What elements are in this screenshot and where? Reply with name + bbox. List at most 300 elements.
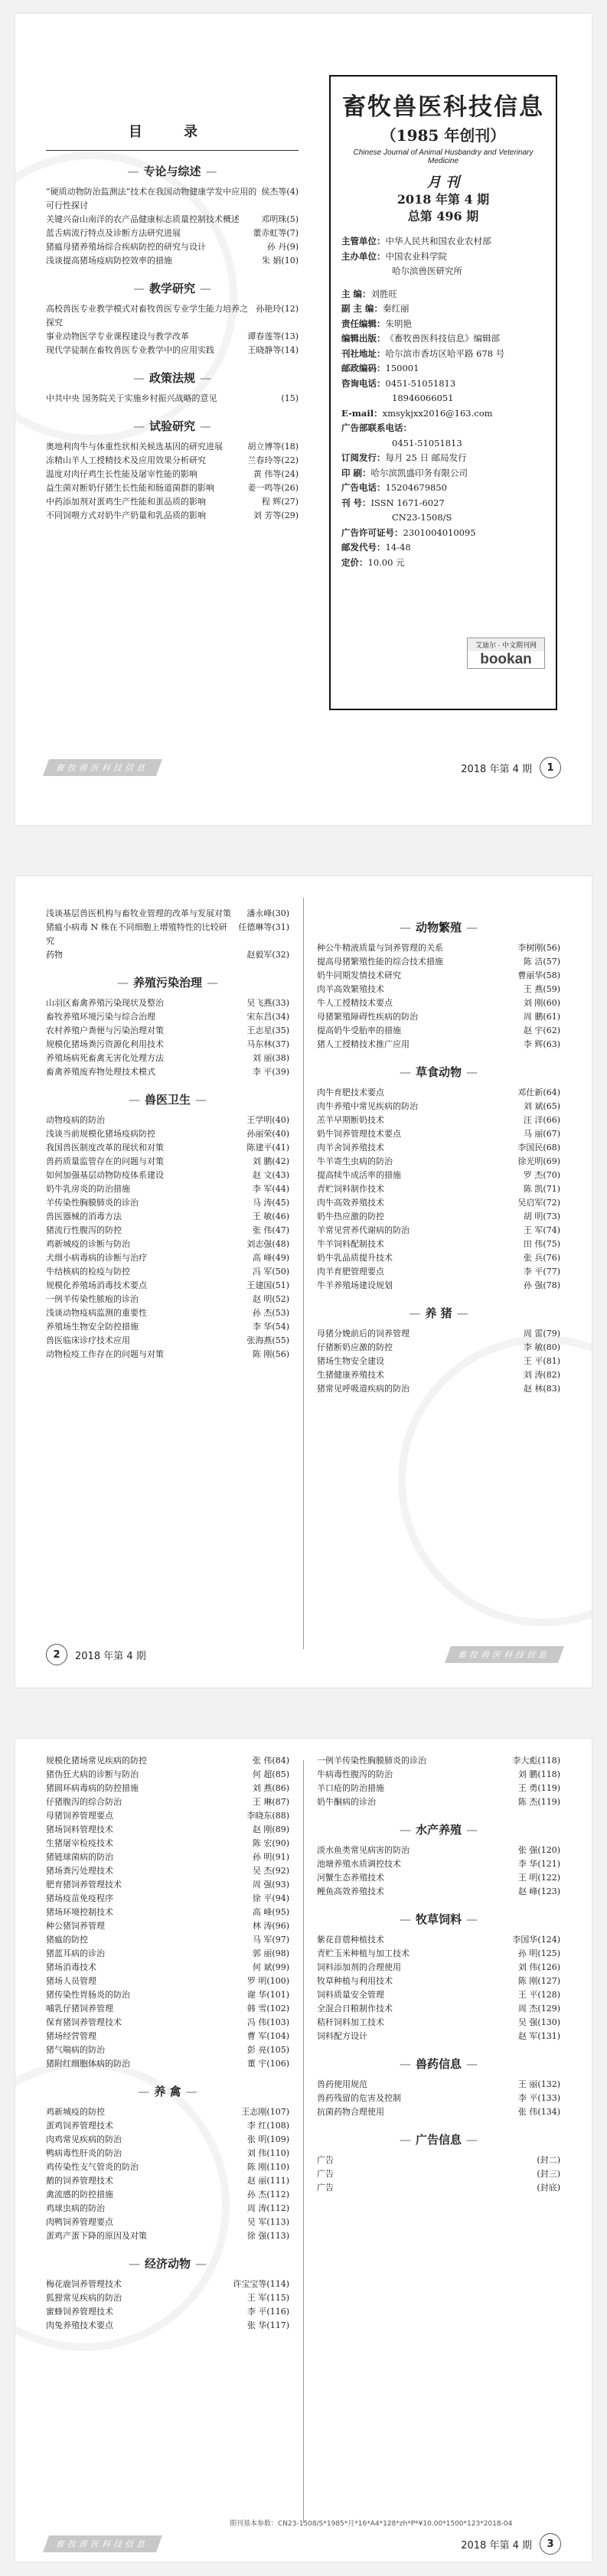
toc-entry-title: 山羽区畜禽养殖污染现状及整治: [46, 998, 164, 1008]
toc-entry-author-page: 王 平(128): [517, 1990, 560, 2000]
page-number: 3: [540, 2533, 561, 2555]
toc-entry-title: 规模化猪场常见疾病的防控: [46, 1756, 147, 1766]
toc-entry-author-page: 陈 刚(56): [252, 1349, 289, 1359]
toc-entry-title: 猪场环境控制技术: [46, 1907, 113, 1917]
toc-entry-title: 肉牛高效养殖技术: [317, 1198, 384, 1208]
info-label: 主办单位：: [341, 250, 386, 262]
page-footer-right: [15, 1643, 592, 1666]
toc-entry-author-page: 王建国(51): [246, 1280, 289, 1290]
founded-year: （1985 年创刊）: [380, 126, 506, 145]
toc-entry: [317, 1265, 560, 1279]
toc-entry-author-page: 胡 明(73): [523, 1211, 560, 1221]
total-issue: 总第 496 期: [407, 209, 479, 223]
toc-page-1: [15, 14, 592, 825]
toc-entry-title: 仔猪断奶应激的防控: [317, 1342, 393, 1352]
info-label: 刊社地址：: [341, 347, 386, 359]
toc-entry-title: 不同饲喂方式对奶牛产奶量和乳品质的影响: [46, 510, 206, 520]
toc-entry-author-page: 吴 杰(92): [252, 1866, 289, 1876]
toc-entry: [46, 2160, 289, 2174]
toc-entry-author-page: 周 强(93): [252, 1880, 289, 1890]
toc-entry-author-page: 刘 燕(86): [252, 1783, 289, 1793]
toc-entry: [46, 1224, 289, 1237]
toc-entry-author-page: 邓仕新(64): [517, 1087, 560, 1097]
info-row: [341, 391, 545, 406]
toc-entry-title: 兽医临床诊疗技术应用: [46, 1335, 130, 1345]
toc-entry: [46, 2174, 289, 2188]
toc-entry: [317, 1857, 560, 1871]
toc-entry-title: 猪场粪污处理技术: [46, 1866, 113, 1876]
toc-entry-title: 河蟹生态养殖技术: [317, 1873, 384, 1883]
info-value: CN23-1508/S: [392, 512, 452, 523]
toc-entry-title: 秸秆饲料加工技术: [317, 2017, 384, 2027]
toc-entry-author-page: 李 平(133): [517, 2093, 560, 2103]
toc-entry-title: 养殖场病死畜禽无害化处理方法: [46, 1053, 164, 1063]
toc-entry-title: 广告: [317, 2169, 334, 2179]
toc-entry: [46, 254, 299, 268]
toc-entry-title: 鸡新城疫的防控: [46, 2107, 105, 2117]
toc-entry-author-page: 韩 雪(102): [246, 2004, 289, 2014]
toc-entry-title: 肉兔养殖技术要点: [46, 2320, 113, 2330]
toc-entry: [317, 1768, 560, 1782]
toc-entry-title: 肉羊育肥管理要点: [317, 1267, 384, 1277]
toc-column: [46, 121, 299, 523]
toc-entry-title: 动物检疫工作存在的问题与对策: [46, 1349, 164, 1359]
toc-entry-title: 鸡新城疫的诊断与防治: [46, 1239, 130, 1249]
info-label: 广告电话：: [341, 482, 386, 493]
toc-entry-author-page: 孙 强(78): [523, 1280, 560, 1290]
toc-entry: [46, 240, 299, 254]
toc-entry-title: 种公猪饲养管理: [46, 1921, 105, 1931]
toc-entry: [46, 185, 299, 213]
info-value: [412, 421, 545, 436]
toc-entry: [317, 1988, 560, 2002]
column-divider: [303, 1760, 304, 2523]
column-divider: [303, 898, 304, 1649]
toc-entry: [46, 1038, 289, 1052]
toc-entry: [317, 996, 560, 1010]
toc-entry: [46, 1850, 289, 1864]
toc-entry-title: 药物: [46, 950, 63, 960]
toc-entry-title: 牛羊养殖场建设规划: [317, 1280, 393, 1290]
toc-entry: [46, 1141, 289, 1155]
toc-entry-title: 饲料质量安全管理: [317, 1990, 384, 2000]
toc-entry-author-page: 王 平(81): [523, 1356, 560, 1366]
toc-entry-title: 牛羊寄生虫病的防治: [317, 1156, 393, 1166]
toc-entry-title: 农村养殖户粪便与污染治理对策: [46, 1026, 164, 1035]
info-label: [341, 391, 392, 406]
info-row: [341, 526, 545, 541]
toc-entry-author-page: 孙丽荣(40): [246, 1129, 289, 1139]
toc-entry-author-page: 陈 洁(57): [523, 957, 560, 967]
toc-entry-author-page: 张 明(109): [246, 2134, 289, 2144]
toc-entry-author-page: 吴 军(113): [246, 2217, 289, 2227]
toc-entry-title: 抗菌药物合理使用: [317, 2107, 384, 2117]
toc-entry: [317, 1871, 560, 1885]
section-heading: — 兽药信息 —: [317, 2056, 560, 2072]
info-value: 2301004010095: [403, 527, 476, 538]
info-label: E-mail：: [341, 407, 383, 419]
toc-entry-title: 牛羊饲料配制技术: [317, 1239, 384, 1249]
toc-entry-author-page: 赵毅军(32): [246, 950, 289, 960]
toc-entry-author-page: 马 丽(67): [523, 1129, 560, 1139]
toc-entry-title: 温度对肉仔鸡生长性能及屠宰性能的影响: [46, 469, 197, 479]
toc-entry: [317, 1024, 560, 1038]
toc-entry-author-page: 张 兵(76): [523, 1253, 560, 1263]
toc-entry-title: 浅谈动物疫病监测的重要性: [46, 1308, 147, 1318]
toc-entry-author-page: 邓明珠(5): [261, 214, 299, 224]
toc-entry-author-page: 刘 斌(65): [523, 1101, 560, 1111]
toc-entry-author-page: 彭 亮(105): [246, 2045, 289, 2055]
toc-entry-author-page: 冯 伟(103): [246, 2017, 289, 2027]
toc-entry-title: 猪场饲料管理技术: [46, 1824, 113, 1834]
toc-entry: [317, 1885, 560, 1899]
toc-entry-title: 青贮玉米种植与加工技术: [317, 1948, 410, 1958]
frequency: 月 刊: [426, 174, 460, 191]
toc-entry: [46, 1279, 289, 1293]
toc-entry-author-page: 姜一鸣等(26): [247, 483, 299, 493]
info-label: 责任编辑：: [341, 318, 386, 329]
page-number: 1: [540, 757, 561, 778]
toc-entry-author-page: 周 涛(112): [246, 2203, 289, 2213]
toc-entry-title: 奥地利肉牛与体重性状相关候选基因的研究进展: [46, 442, 223, 452]
toc-entry-author-page: 李 华(54): [252, 1322, 289, 1332]
toc-entry: [46, 2319, 289, 2333]
toc-entry-author-page: 程 辉(27): [261, 497, 299, 507]
toc-entry: [46, 1864, 289, 1878]
toc-entry-title: 如何加强基层动物防疫体系建设: [46, 1170, 164, 1180]
toc-entry-author-page: 许宝宝等(114): [233, 2279, 289, 2289]
section-heading: — 养殖污染治理 —: [46, 974, 289, 990]
info-value: 《畜牧兽医科技信息》编辑部: [385, 333, 500, 344]
toc-entry: [46, 2057, 289, 2071]
toc-entry: [46, 1768, 289, 1782]
toc-entry: [46, 1795, 289, 1809]
bookan-caption: 艾迪尔 · 中文期刊网: [468, 638, 544, 651]
toc-entry: [46, 2002, 289, 2016]
toc-entry-title: 关键兴奋山南洋的农产品健康标志质量控制技术概述: [46, 214, 240, 224]
toc-entry-title: 牛结核病的检疫与防控: [46, 1267, 130, 1277]
toc-entry: [317, 1196, 560, 1210]
toc-entry-author-page: 李 辉(63): [523, 1039, 560, 1049]
toc-entry-author-page: 陈 宏(90): [252, 1838, 289, 1848]
section-heading: — 教学研究 —: [46, 280, 299, 296]
toc-entry-author-page: 潘永峰(30): [246, 908, 289, 918]
toc-entry: [317, 1961, 560, 1974]
toc-entry: [46, 1182, 289, 1196]
toc-entry: [46, 1306, 289, 1320]
toc-entry-author-page: 王 军(115): [246, 2293, 289, 2303]
info-row: [341, 406, 545, 422]
toc-entry-author-page: 李树刚(56): [517, 943, 560, 953]
toc-entry: [317, 1382, 560, 1396]
toc-entry-title: 规模化猪场粪污资源化利用技术: [46, 1039, 164, 1049]
toc-entry-author-page: 孙 明(91): [252, 1852, 289, 1862]
info-row: [341, 436, 545, 452]
section-heading: — 动物繁殖 —: [317, 919, 560, 935]
toc-entry-author-page: 李 平(77): [523, 1267, 560, 1277]
toc-entry-title: 一例羊传染性胸膜肺炎的诊治: [317, 1756, 426, 1766]
toc-entry-title: 猪附红细胞体病的防治: [46, 2059, 130, 2069]
toc-entry-title: 淡水鱼类常见病害的防治: [317, 1845, 410, 1855]
toc-entry-author-page: 赵 峰(123): [517, 1886, 560, 1896]
toc-entry-title: 肉羊高效繁殖技术: [317, 984, 384, 994]
toc-entry-author-page: 李 平(39): [252, 1067, 289, 1077]
toc-entry-author-page: 赵 刚(89): [252, 1824, 289, 1834]
toc-entry-author-page: 李 华(121): [517, 1859, 560, 1869]
toc-entry-author-page: 张 强(120): [517, 1845, 560, 1855]
toc-entry-author-page: 冯 军(50): [252, 1267, 289, 1277]
toc-entry-author-page: 孙艳玲(12): [256, 304, 299, 314]
toc-entry-author-page: 赵 文(43): [252, 1170, 289, 1180]
toc-entry: [46, 1878, 289, 1892]
toc-entry-title: 动物疫病的防治: [46, 1115, 105, 1125]
toc-entry: [46, 907, 289, 921]
info-value: 10.00 元: [367, 556, 405, 568]
toc-entry: [317, 1224, 560, 1237]
info-value: 中国农业科学院: [385, 250, 447, 262]
toc-entry-title: 牛病毒性腹泻的防治: [317, 1769, 393, 1779]
toc-entry-title: 兽药使用规范: [317, 2079, 367, 2089]
bookan-logo: [467, 637, 545, 669]
toc-entry: [46, 2105, 289, 2119]
toc-entry-title: 猪场消毒技术: [46, 1962, 96, 1972]
toc-entry-author-page: 陈 刚(110): [246, 2162, 289, 2172]
toc-entry: [317, 1210, 560, 1224]
page-footer-right: [15, 2532, 592, 2555]
toc-entry-author-page: 刘 鹏(42): [252, 1156, 289, 1166]
toc-entry: [46, 1988, 289, 2002]
toc-entry-title: 哺乳仔猪饲养管理: [46, 2004, 113, 2014]
info-value: 朱明艳: [385, 318, 412, 329]
toc-entry-author-page: 吴飞燕(33): [246, 998, 289, 1008]
toc-entry-author-page: 刘 芳等(29): [253, 510, 299, 520]
toc-entry: [46, 2291, 289, 2305]
toc-page-3: [15, 1739, 592, 2561]
toc-entry: [46, 1114, 289, 1127]
journal-title: 畜牧兽医科技信息: [342, 93, 544, 121]
footer-badge: 畜牧兽医科技信息: [43, 2535, 162, 2552]
section-heading: — 广告信息 —: [317, 2131, 560, 2147]
toc-entry: [317, 1127, 560, 1141]
toc-entry: [317, 1355, 560, 1368]
toc-entry: [317, 941, 560, 955]
toc-entry-title: 中共中央 国务院关于实施乡村振兴战略的意见: [46, 393, 217, 403]
toc-entry-author-page: 王 敏(46): [252, 1211, 289, 1221]
section-heading: — 草食动物 —: [317, 1064, 560, 1080]
info-label: 订阅发行：: [341, 452, 386, 463]
info-label: 邮发代号：: [341, 542, 386, 553]
toc-entry-author-page: 林 涛(96): [252, 1921, 289, 1931]
toc-entry-title: 猪流行性腹泻的防控: [46, 1225, 122, 1235]
toc-entry: [46, 2016, 289, 2030]
toc-entry: [46, 1837, 289, 1850]
toc-entry: [46, 1919, 289, 1933]
toc-entry-title: 生猪屠宰检疫技术: [46, 1838, 113, 1848]
toc-entry-title: 鸡球虫病的防治: [46, 2203, 105, 2213]
info-label: 编辑出版：: [341, 333, 386, 344]
info-label: 定价：: [341, 556, 368, 568]
toc-entry: [317, 2078, 560, 2092]
toc-entry-author-page: (封二): [537, 2155, 560, 2165]
toc-entry: [317, 1100, 560, 1114]
toc-entry-author-page: 吴 强(130): [517, 2017, 560, 2027]
footer-badge: 畜牧兽医科技信息: [43, 759, 162, 776]
toc-entry-title: 冻精山羊人工授精技术及应用效果分析研究: [46, 455, 206, 465]
issue-number: 2018 年第 4 期: [397, 192, 490, 207]
toc-entry: [317, 1114, 560, 1127]
publication-info: [341, 234, 545, 570]
toc-entry-title: 浅谈基层兽医机构与畜牧业管理的改革与发展对策: [46, 908, 231, 918]
info-row: [341, 556, 545, 571]
info-label: 印 刷：: [341, 467, 371, 478]
toc-entry-author-page: 张 伟(84): [252, 1756, 289, 1766]
toc-entry: [46, 2229, 289, 2243]
toc-entry: [317, 1182, 560, 1196]
toc-entry-author-page: 何 斌(99): [252, 1962, 289, 1972]
toc-entry: [46, 2202, 289, 2216]
toc-entry-author-page: 周 鹏(61): [523, 1012, 560, 1022]
toc-entry-author-page: 马 涛(45): [252, 1198, 289, 1208]
toc-entry: [46, 227, 299, 240]
toc-entry-title: 肉牛养殖中常见疾病的防治: [317, 1101, 418, 1111]
toc-entry: [46, 468, 299, 481]
toc-entry: [317, 1368, 560, 1382]
toc-column-left: [46, 907, 289, 1361]
toc-entry-author-page: 李晓东(88): [246, 1811, 289, 1821]
toc-entry-author-page: 刘 伟(110): [246, 2148, 289, 2158]
toc-entry: [46, 1320, 289, 1334]
toc-entry: [317, 2167, 560, 2181]
toc-entry: [46, 1010, 289, 1024]
toc-entry-author-page: (封三): [537, 2169, 560, 2179]
toc-entry: [317, 1754, 560, 1768]
info-value: 秦红丽: [383, 303, 410, 314]
toc-entry: [46, 392, 299, 406]
toc-entry-author-page: 宋东昌(34): [246, 1012, 289, 1022]
toc-entry-author-page: 李国民(68): [517, 1143, 560, 1153]
toc-entry-title: 提高母猪繁殖性能的综合技术措施: [317, 957, 443, 967]
toc-entry-title: 浅谈当前规模化猪场疫病防控: [46, 1129, 155, 1139]
toc-entry-title: 猪场人员管理: [46, 1976, 96, 1986]
toc-entry: [46, 1334, 289, 1348]
toc-entry: [46, 1782, 289, 1795]
toc-entry-author-page: 黄 伟等(24): [253, 469, 299, 479]
toc-entry-author-page: 高 峰(95): [252, 1907, 289, 1917]
section-heading: — 政策法规 —: [46, 370, 299, 386]
toc-entry-title: 羊传染性胸膜肺炎的诊治: [46, 1198, 139, 1208]
info-row: [341, 302, 545, 317]
toc-entry-title: 猪气喘病的防治: [46, 2045, 105, 2055]
toc-entry-author-page: 汪 洋(66): [523, 1115, 560, 1125]
toc-entry: [46, 454, 299, 468]
info-value: ISSN 1671-6027: [370, 497, 445, 508]
toc-entry: [46, 1974, 289, 1988]
toc-entry: [317, 1155, 560, 1169]
toc-entry: [46, 1196, 289, 1210]
toc-entry-title: 梅花鹿饲养管理技术: [46, 2279, 122, 2289]
toc-entry-author-page: 李 敏(80): [523, 1342, 560, 1352]
info-row: [341, 287, 545, 302]
toc-entry-author-page: 马 军(97): [252, 1935, 289, 1945]
toc-entry: [46, 1823, 289, 1837]
toc-entry: [317, 2181, 560, 2195]
toc-entry-title: 生猪健康养殖技术: [317, 1370, 384, 1380]
toc-entry: [317, 969, 560, 983]
toc-entry-author-page: 赵 宇(62): [523, 1026, 560, 1035]
footer-badge: 畜牧兽医科技信息: [445, 1646, 564, 1663]
toc-entry-title: 畜禽养殖废弃物处理技术模式: [46, 1067, 155, 1077]
toc-entry-title: 肉鸭饲养管理要点: [46, 2217, 113, 2227]
toc-entry: [317, 2002, 560, 2016]
toc-column-left: [46, 1754, 289, 2333]
toc-entry-title: 猪常见呼吸道疾病的防治: [317, 1384, 410, 1394]
toc-entry-title: 奶牛饲养管理技术要点: [317, 1129, 401, 1139]
info-label: 广告部联系电话：: [341, 422, 412, 433]
toc-entry-title: 畜牧养殖环境污染与综合治理: [46, 1012, 155, 1022]
toc-entry: [46, 1961, 289, 1974]
toc-entry-title: 养殖场生物安全防控措施: [46, 1322, 139, 1332]
toc-entry-title: 池塘养殖水质调控技术: [317, 1859, 401, 1869]
info-label: 刊 号：: [341, 497, 371, 508]
toc-entry-title: 高校兽医专业教学模式对畜牧兽医专业学生能力培养之探究: [46, 304, 248, 328]
toc-entry-author-page: 曹丽华(58): [517, 970, 560, 980]
toc-entry-title: 牛人工授精技术要点: [317, 998, 393, 1008]
toc-entry-title: 鲤鱼高效养殖技术: [317, 1886, 384, 1896]
info-value: 哈尔滨兽医研究所: [392, 266, 462, 276]
toc-entry-author-page: 刘 涛(82): [523, 1370, 560, 1380]
toc-entry-author-page: 孙 杰(53): [252, 1308, 289, 1318]
toc-entry-title: 一例羊传染性脓疱的诊治: [46, 1294, 139, 1304]
section-heading: — 专论与综述 —: [46, 163, 299, 179]
toc-entry-title: 猪场经营管理: [46, 2031, 96, 2041]
toc-entry-title: 羊口疮的防治措施: [317, 1783, 384, 1793]
info-row: [341, 481, 545, 496]
toc-entry: [317, 1169, 560, 1182]
info-row: [341, 451, 545, 466]
toc-entry-author-page: 陈 凯(71): [523, 1184, 560, 1194]
toc-entry-title: 狐狸常见疾病的防治: [46, 2293, 122, 2303]
toc-entry: [46, 213, 299, 227]
toc-entry-author-page: 王 军(74): [523, 1225, 560, 1235]
toc-entry: [46, 1348, 289, 1361]
toc-entry-title: 奶牛乳品质提升技术: [317, 1253, 393, 1263]
toc-entry: [317, 1795, 560, 1809]
info-label: [341, 510, 392, 526]
toc-entry-author-page: 刘 鹏(118): [517, 1769, 560, 1779]
toc-entry-author-page: 王 琳(87): [252, 1797, 289, 1807]
toc-entry-title: 保育猪饲养管理技术: [46, 2017, 122, 2027]
toc-entry-author-page: 张 伟(134): [517, 2107, 560, 2117]
toc-entry-title: 母猪分娩前后的饲养管理: [317, 1329, 410, 1339]
toc-entry: [317, 983, 560, 996]
info-label: 咨询电话：: [341, 377, 386, 389]
footer-issue: 2018 年第 4 期: [75, 1650, 146, 1662]
toc-entry-author-page: 田 伟(75): [523, 1239, 560, 1249]
toc-entry-title: 广告: [317, 2183, 334, 2193]
toc-column-right: [317, 1754, 560, 2195]
toc-entry: [317, 2092, 560, 2105]
toc-entry-author-page: 徐 强(113): [246, 2231, 289, 2241]
toc-entry-author-page: 李大彪(118): [512, 1756, 560, 1766]
toc-entry-title: 猪蓝耳病的诊治: [46, 1948, 105, 1958]
english-title: Chinese Journal of Animal Husbandry and Veterinary Medicine: [353, 148, 534, 165]
toc-entry: [46, 948, 289, 962]
toc-entry-author-page: 董赤虹等(7): [253, 228, 299, 238]
toc-entry-title: 肉羊舍饲养殖技术: [317, 1143, 384, 1153]
bookan-brand: bookan: [480, 651, 532, 667]
toc-entry-title: 禽流感的防控措施: [46, 2190, 113, 2199]
masthead: [329, 75, 557, 710]
